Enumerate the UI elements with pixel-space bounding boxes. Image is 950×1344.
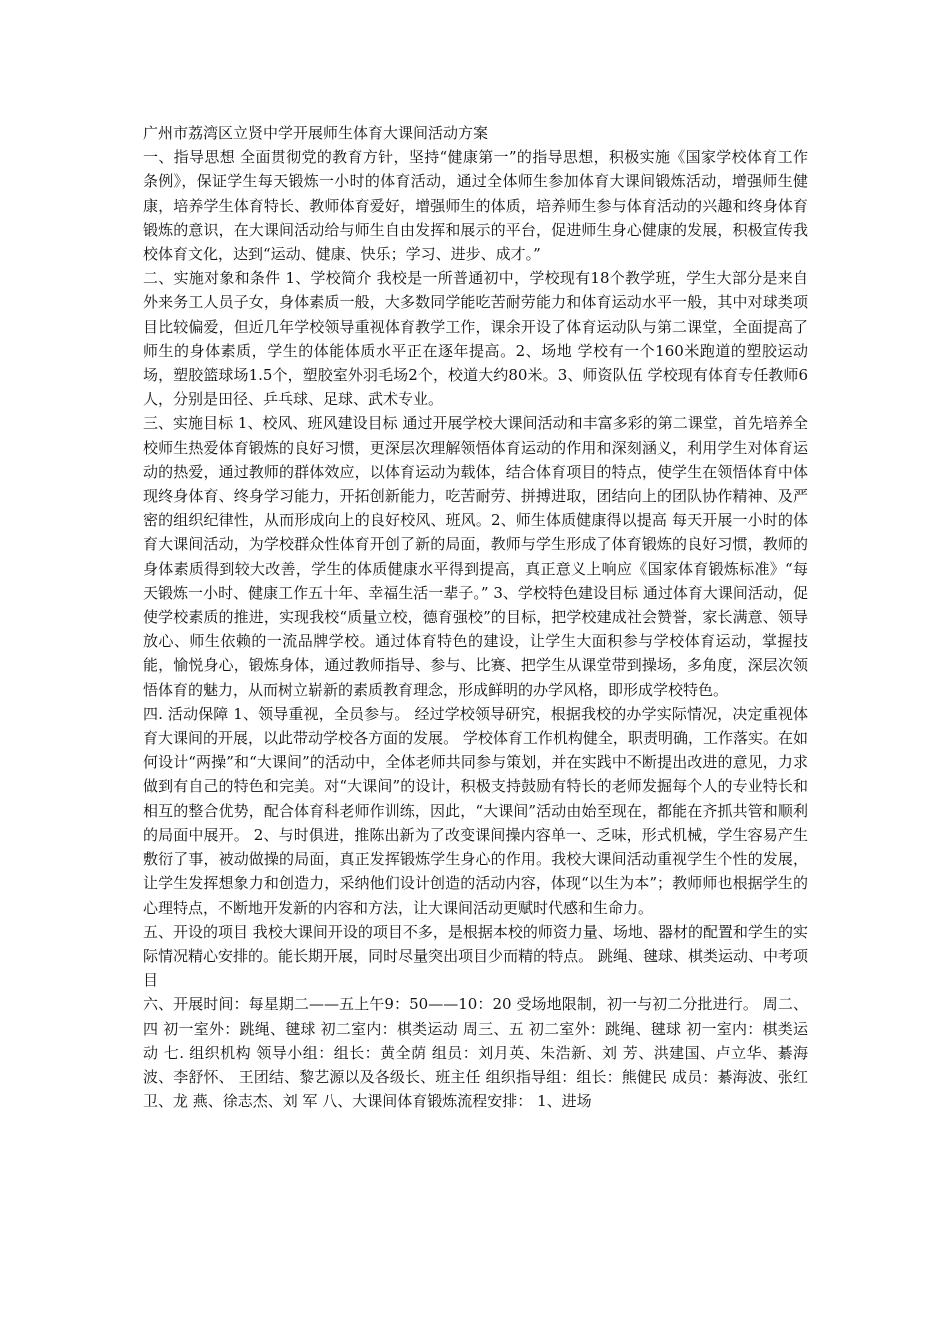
section-5-offered-items: 五、开设的项目 我校大课间开设的项目不多，是根据本校的师资力量、场地、器材的配置和学生的实际情况精心安排的。能长期开展，同时尽量突出项目少而精的特点。 跳绳、毽球、棋类运动、中考项目: [143, 922, 808, 990]
section-6-schedule-and-organization: 六、开展时间：每星期二——五上午9：50——10：20 受场地限制，初一与初二分批进行。 周二、四 初一室外：跳绳、毽球 初二室内：棋类运动 周三、五 初二室外：跳绳、毽球 初一室内：棋类运动 七. 组织机构 领导小组：组长：黄全荫 组员：刘月英、朱浩新、刘 芳、洪建国、卢立华、綦海波、李舒怀、 王团结、黎艺源以及各级长、班主任 组织指导组：组长：熊健民 成员：綦海波、张红卫、龙 燕、徐志杰、刘 军 八、大课间体育锻炼流程安排： 1、进场: [143, 995, 808, 1111]
section-2-targets-and-conditions: 二、实施对象和条件 1、学校简介 我校是一所普通初中，学校现有18个教学班，学生大部分是来自外来务工人员子女，身体素质一般，大多数同学能吃苦耐劳能力和体育运动水平一般，其中对球类项目比较偏爱，但近几年学校领导重视体育教学工作，课余开设了体育运动队与第二课堂，全面提高了师生的身体素质，学生的体能体质水平正在逐年提高。2、场地 学校有一个160米跑道的塑胶运动场，塑胶篮球场1.5个，塑胶室外羽毛场2个，校道大约80米。3、师资队伍 学校现有体育专任教师6人，分别是田径、乒乓球、足球、武术专业。: [143, 269, 808, 409]
section-4-activity-guarantee: 四. 活动保障 1、领导重视，全员参与。 经过学校领导研究，根据我校的办学实际情况，决定重视体育大课间的开展，以此带动学校各方面的发展。 学校体育工作机构健全，职责明确，工作落实。在如何设计“两操”和“大课间”的活动中，全体老师共同参与策划，并在实践中不断提出改进的意见，力求做到有自己的特色和完美。对“大课间”的设计，积极支持鼓励有特长的老师发掘每个人的专业特长和相互的整合优势，配合体育科老师作训练，因此，“大课间”活动由始至现在，都能在齐抓共管和顺利的局面中展开。 2、与时俱进，推陈出新为了改变课间操内容单一、乏味，形式机械，学生容易产生敷衍了事，被动做操的局面，真正发挥锻炼学生身心的作用。我校大课间活动重视学生个性的发展，让学生发挥想象力和创造力，采纳他们设计创造的活动内容，体现“以生为本”；教师师也根据学生的心理特点，不断地开发新的内容和方法，让大课间活动更赋时代感和生命力。: [143, 704, 808, 917]
document-title: 广州市荔湾区立贤中学开展师生体育大课间活动方案: [143, 124, 489, 142]
document-body: [143, 121, 808, 1113]
section-1-guiding-principle: 一、指导思想 全面贯彻党的教育方针，坚持“健康第一”的指导思想，积极实施《国家学校体育工作条例》，保证学生每天锻炼一小时的体育活动，通过全体师生参加体育大课间锻炼活动，增强师生健康，培养学生体育特长、教师体育爱好，增强师生的体质，培养师生参与体育活动的兴趣和终身体育锻炼的意识，在大课间活动给与师生自由发挥和展示的平台，促进师生身心健康的发展，积极宣传我校体育文化，达到“运动、健康、快乐；学习、进步、成才。”: [143, 148, 808, 264]
section-3-objectives: 三、实施目标 1、校风、班风建设目标 通过开展学校大课间活动和丰富多彩的第二课堂，首先培养全校师生热爱体育锻炼的良好习惯，更深层次理解领悟体育运动的作用和深刻涵义，利用学生对体育运动的热爱，通过教师的群体效应，以体育运动为载体，结合体育项目的特点，使学生在领悟体育中体现终身体育、终身学习能力，开拓创新能力，吃苦耐劳、拼搏进取，团结向上的团队协作精神、及严密的组织纪律性，从而形成向上的良好校风、班风。2、师生体质健康得以提高 每天开展一小时的体育大课间活动，为学校群众性体育开创了新的局面，教师与学生形成了体育锻炼的良好习惯，教师的身体素质得到较大改善，学生的体质健康水平得到提高，真正意义上响应《国家体育锻炼标准》“每天锻炼一小时、健康工作五十年、幸福生活一辈子。” 3、学校特色建设目标 通过体育大课间活动，促使学校素质的推进，实现我校“质量立校，德育强校”的目标，把学校建成社会赞誉，家长满意、领导放心、师生依赖的一流品牌学校。通过体育特色的建设，让学生大面积参与学校体育运动，掌握技能，愉悦身心，锻炼身体，通过教师指导、参与、比赛、把学生从课堂带到操场，多角度，深层次领悟体育的魅力，从而树立崭新的素质教育理念，形成鲜明的办学风格，即形成学校特色。: [143, 414, 808, 699]
